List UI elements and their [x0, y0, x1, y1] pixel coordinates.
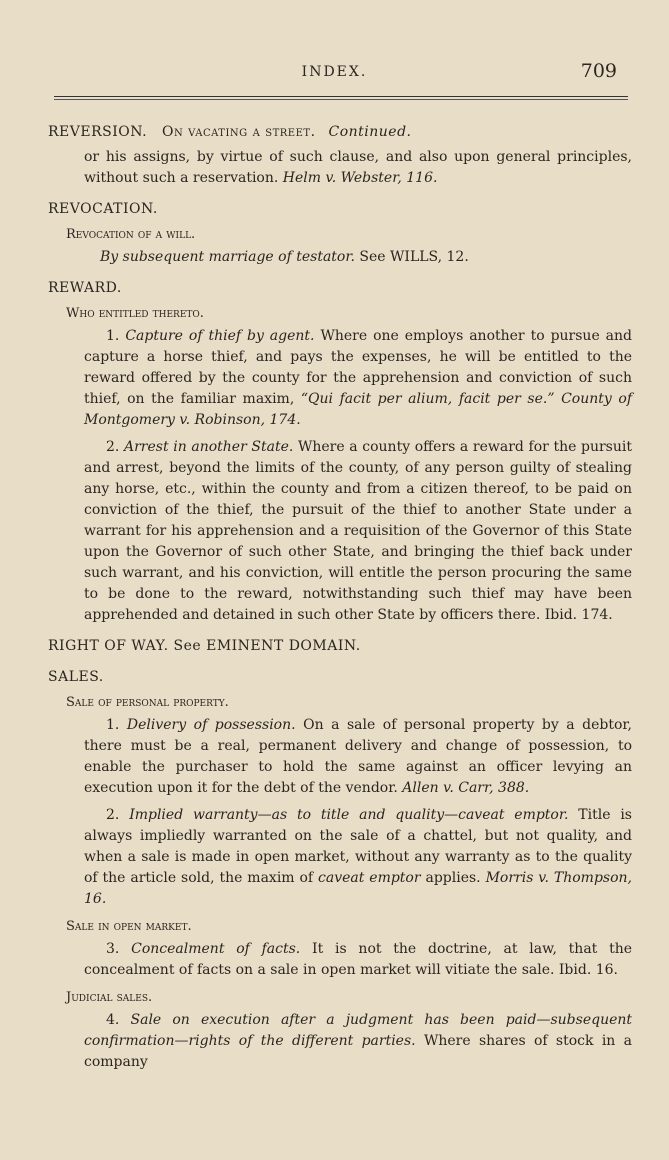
item-number: 2. [106, 807, 120, 823]
subheading: Sale of personal property. [66, 695, 229, 710]
cross-reference: See WILLS, 12. [359, 249, 469, 265]
item-title: Sale on execution after a judgment has been paid—subsequent confirmation—rights of the different parties. [84, 1012, 633, 1049]
item-body: Where one employs another to pursue and capture a horse thief, and pays the expenses, he will be entitled to the reward offered by the county for the apprehension and conviction of such thief, on the familiar maxim, [84, 328, 633, 407]
index-body [48, 112, 632, 1079]
case-citation: Allen v. Carr, 388. [402, 780, 530, 796]
page-number: 709 [580, 60, 617, 82]
subheading: Revocation of a will. [66, 227, 196, 242]
entry-title: By subsequent marriage of testator. [100, 249, 355, 265]
subheading: Judicial sales. [66, 990, 153, 1005]
item-number: 2. [106, 439, 120, 455]
header-rule [54, 96, 628, 100]
item-number: 1. [106, 717, 120, 733]
entry-item [84, 1010, 632, 1073]
item-body: Where shares of stock in a company [84, 1033, 633, 1070]
running-title: INDEX. [301, 64, 368, 80]
item-title: Arrest in another State. [124, 439, 294, 455]
heading-right-of-way [48, 636, 632, 657]
item-number: 3. [106, 941, 120, 957]
entry-text [84, 147, 632, 189]
continued-label: Continued. [328, 124, 412, 140]
item-body: It is not the doctrine, at law, that the concealment of facts on a sale in open market will vitiate the sale. Ibid. 16. [84, 941, 633, 978]
case-citation: Morris v. Thompson, 16. [84, 870, 633, 907]
entry-item [84, 437, 632, 626]
item-title: Delivery of possession. [126, 717, 296, 733]
case-citation: County of Montgomery v. Robinson, 174. [84, 391, 633, 428]
item-title: Concealment of facts. [131, 941, 301, 957]
item-body: Where a county offers a reward for the pursuit and arrest, beyond the limits of the county, of any person guilty of stealing any horse, etc., within the county and from a citizen thereof, to be paid on conviction of the thief, the pursuit of the thief to another State under a warrant for his apprehension and a requisition of the Governor of this State upon the Governor of such other State, and bringing the thief back under such warrant, and his conviction, will entitle the person procuring the same to be done to the reward, notwithstanding such thief may have been apprehended and detained in such other State by officers there. Ibid. 174. [84, 439, 632, 623]
item-body: On a sale of personal property by a debtor, there must be a real, permanent delivery and change of possession, to enable the purchaser to hold the same against an officer levying an execution upon it for the debt of the vendor. [84, 717, 632, 796]
heading-text: RIGHT OF WAY. [48, 638, 169, 654]
heading-revocation: REVOCATION. [48, 201, 158, 217]
heading-text: REVERSION. [48, 124, 148, 140]
entry-item [84, 805, 632, 910]
cross-reference: See EMINENT DOMAIN. [173, 638, 361, 654]
latin-maxim: “Qui facit per alium, facit per se.” [300, 391, 555, 407]
subheading: On vacating a street. [162, 124, 316, 140]
item-number: 1. [106, 328, 120, 344]
item-title: Implied warranty—as to title and quality—caveat emptor. [129, 807, 569, 823]
heading-reward: REWARD. [48, 280, 122, 296]
entry-text [100, 247, 632, 268]
heading-sales: SALES. [48, 669, 104, 685]
item-body-end: applies. [425, 870, 481, 886]
entry-item [84, 326, 632, 431]
subheading: Who entitled thereto. [66, 306, 204, 321]
subheading: Sale in open market. [66, 919, 192, 934]
item-title: Capture of thief by agent. [125, 328, 315, 344]
item-body: Title is always impliedly warranted on the sale of a chattel, but not quality, and when a sale is made in open market, without any warranty as to the quality of the article sold, the maxim of [84, 807, 632, 886]
case-citation: Helm v. Webster, 116. [282, 170, 438, 186]
latin-maxim: caveat emptor [318, 870, 421, 886]
heading-reversion [48, 122, 632, 143]
page-header [0, 60, 669, 88]
entry-item [84, 939, 632, 981]
item-number: 4. [106, 1012, 120, 1028]
entry-body: or his assigns, by virtue of such clause, and also upon general principles, without such a reservation. [84, 149, 632, 186]
entry-item [84, 715, 632, 799]
